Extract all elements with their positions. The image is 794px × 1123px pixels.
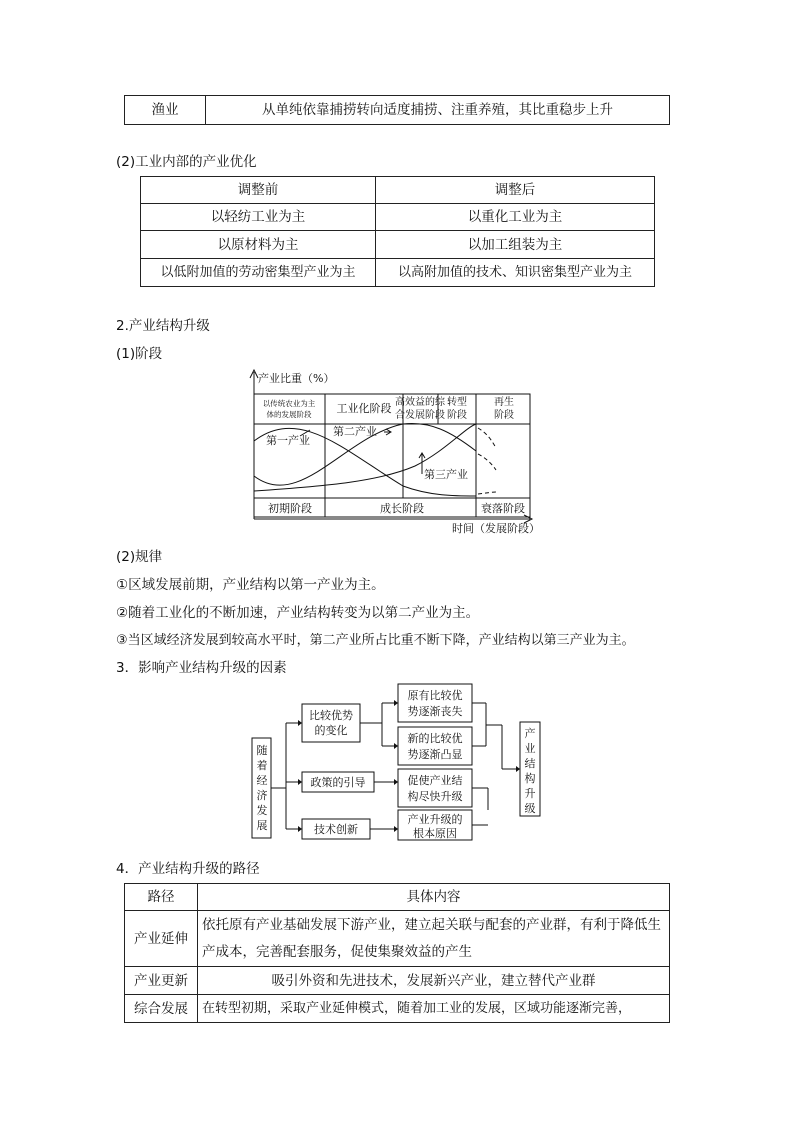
path-header-content: 具体内容 [198, 884, 670, 911]
table-cell: 吸引外资和先进技术，发展新兴产业，建立替代产业群 [198, 967, 670, 995]
stage-label-4b: 阶段 [447, 410, 467, 421]
mid-box-1a: 比较优势 [309, 709, 353, 722]
target-char: 结 [524, 757, 536, 770]
table-cell: 依托原有产业基础发展下游产业，建立起关联与配套的产业群，有利于降低生产成本，完善配套服务，促使集聚效益的产生 [198, 911, 670, 967]
source-char: 随 [256, 744, 268, 757]
industry-table [140, 176, 655, 287]
rule-item: ②随着工业化的不断加速，产业结构转变为以第二产业为主。 [116, 605, 480, 621]
table-cell: 以高附加值的技术、知识密集型产业为主 [376, 259, 655, 287]
source-char: 着 [256, 759, 268, 772]
rules-heading: (2)规律 [116, 549, 163, 565]
path-header-route: 路径 [125, 884, 198, 911]
table-cell: 产业更新 [125, 967, 198, 995]
fishery-table [124, 95, 670, 125]
path-table [124, 883, 670, 1023]
right-box-1a: 原有比较优 [407, 689, 463, 702]
factors-diagram [246, 680, 546, 845]
path-heading: 4．产业结构升级的路径 [116, 861, 260, 877]
fishery-label: 渔业 [125, 96, 206, 125]
right-box-4a: 产业升级的 [407, 813, 463, 826]
curve-label-tertiary: 第三产业 [424, 468, 468, 481]
right-box-3b: 构尽快升级 [407, 790, 463, 803]
mid-box-2: 政策的引导 [310, 776, 366, 789]
table-cell: 产业延伸 [125, 911, 198, 967]
mid-box-3: 技术创新 [314, 823, 358, 836]
stage-diagram [240, 366, 540, 538]
table-cell: 以轻纺工业为主 [141, 204, 376, 231]
bottom-stage-3: 衰落阶段 [481, 502, 525, 515]
right-box-4b: 根本原因 [413, 827, 457, 840]
stage-label-3b: 合发展阶段 [395, 410, 445, 421]
source-char: 发 [256, 804, 268, 817]
curve-label-secondary: 第二产业 [333, 425, 377, 438]
x-axis-label: 时间（发展阶段） [452, 522, 540, 535]
bottom-stage-1: 初期阶段 [268, 502, 312, 515]
source-char: 济 [256, 789, 268, 802]
mid-box-1b: 的变化 [314, 724, 348, 737]
target-char: 级 [524, 802, 536, 815]
stage-label-5b: 阶段 [494, 410, 514, 421]
fishery-content: 从单纯依靠捕捞转向适度捕捞、注重养殖，其比重稳步上升 [206, 96, 670, 125]
table-cell: 以加工组装为主 [376, 231, 655, 259]
target-char: 产 [524, 727, 536, 740]
industry-heading: (2)工业内部的产业优化 [116, 154, 257, 170]
table-cell: 以低附加值的劳动密集型产业为主 [141, 259, 376, 287]
right-box-3a: 促使产业结 [407, 774, 463, 787]
target-char: 升 [524, 787, 536, 800]
right-box-1b: 势逐渐丧失 [407, 705, 463, 718]
source-char: 展 [256, 819, 268, 832]
stage-heading: (1)阶段 [116, 346, 163, 362]
table-cell: 综合发展 [125, 995, 198, 1023]
industry-header-before: 调整前 [141, 177, 376, 204]
rule-item: ①区域发展前期，产业结构以第一产业为主。 [116, 577, 385, 593]
stage-label-3a: 高效益的综 [395, 397, 445, 408]
right-box-2b: 势逐渐凸显 [407, 748, 463, 761]
industry-header-after: 调整后 [376, 177, 655, 204]
stage-label-5a: 再生 [494, 397, 514, 408]
stage-label-1b: 体的发展阶段 [266, 410, 312, 419]
curve-label-primary: 第一产业 [266, 434, 310, 447]
y-axis-label: 产业比重（%） [258, 372, 335, 385]
bottom-stage-2: 成长阶段 [380, 502, 424, 515]
source-char: 经 [256, 774, 268, 787]
factors-heading: 3．影响产业结构升级的因素 [116, 660, 287, 676]
stage-label-2: 工业化阶段 [336, 402, 392, 415]
stage-label-1a: 以传统农业为主 [262, 399, 316, 408]
table-cell: 以原材料为主 [141, 231, 376, 259]
table-cell: 在转型初期，采取产业延伸模式，随着加工业的发展，区域功能逐渐完善， [198, 995, 670, 1023]
right-box-2a: 新的比较优 [407, 732, 463, 745]
table-cell: 以重化工业为主 [376, 204, 655, 231]
target-char: 业 [524, 742, 536, 755]
stage-label-4a: 转型 [447, 397, 467, 408]
upgrade-heading: 2.产业结构升级 [116, 318, 210, 334]
target-char: 构 [524, 772, 536, 785]
rule-item: ③当区域经济发展到较高水平时，第二产业所占比重不断下降，产业结构以第三产业为主。 [116, 633, 635, 648]
